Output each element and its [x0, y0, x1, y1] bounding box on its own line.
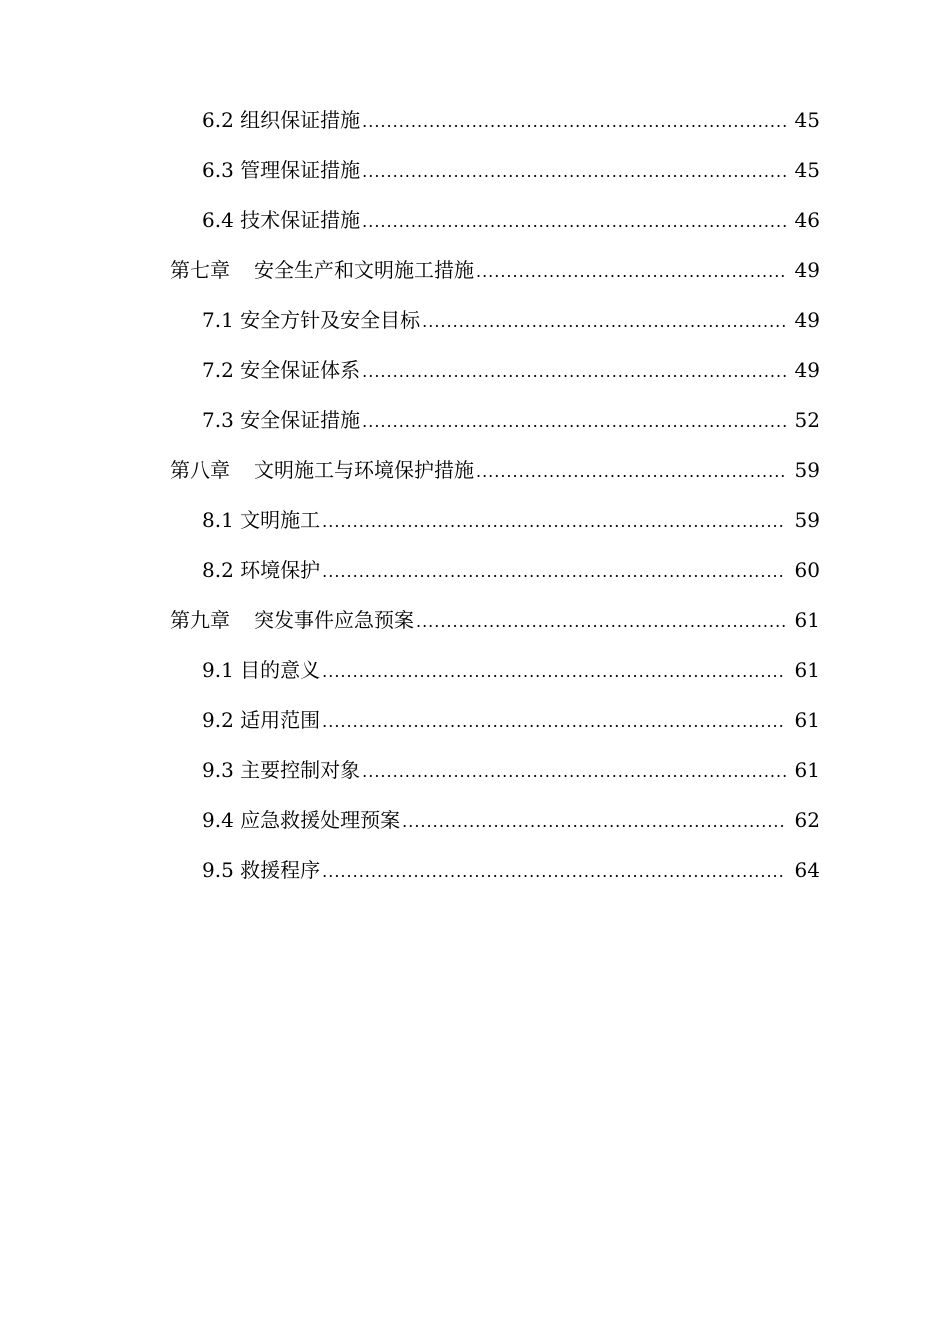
- dot-leader: [402, 797, 786, 847]
- toc-entry-page: 60: [794, 558, 820, 582]
- toc-entry-page: 45: [794, 158, 820, 182]
- toc-entry-title: [202, 345, 360, 395]
- toc-entry-text: 文明施工: [240, 508, 321, 532]
- toc-entry-text: 安全保证体系: [240, 358, 361, 382]
- toc-entry-number: 6.3: [202, 158, 234, 182]
- toc-entry-title: [202, 145, 360, 195]
- toc-entry-number: 6.4: [202, 208, 234, 232]
- toc-chapter-entry[interactable]: [0, 245, 950, 295]
- toc-entry-title: [202, 845, 320, 895]
- toc-entry-text: 应急救援处理预案: [240, 808, 401, 832]
- toc-entry[interactable]: [0, 195, 950, 245]
- toc-entry-text: 技术保证措施: [240, 208, 361, 232]
- dot-leader: [362, 397, 786, 447]
- dot-leader: [362, 197, 786, 247]
- toc-entry-number: 7.2: [202, 358, 234, 382]
- dot-leader: [322, 497, 786, 547]
- toc-entry-page: 61: [794, 658, 820, 682]
- toc-entry[interactable]: [0, 745, 950, 795]
- toc-entry-number: 9.3: [202, 758, 234, 782]
- toc-entry-number: 9.2: [202, 708, 234, 732]
- toc-entry-title: [170, 595, 414, 645]
- toc-entry[interactable]: [0, 645, 950, 695]
- dot-leader: [476, 247, 786, 297]
- toc-entry[interactable]: [0, 95, 950, 145]
- toc-chapter-entry[interactable]: [0, 595, 950, 645]
- toc-entry-page: 49: [794, 308, 820, 332]
- dot-leader: [362, 347, 786, 397]
- toc-entry[interactable]: [0, 145, 950, 195]
- toc-entry-text: 环境保护: [240, 558, 321, 582]
- toc-entry[interactable]: [0, 395, 950, 445]
- dot-leader: [322, 697, 786, 747]
- toc-entry-page: 52: [794, 408, 820, 432]
- toc-entry-text: 突发事件应急预案: [254, 608, 414, 632]
- toc-entry-title: [202, 645, 320, 695]
- toc-entry[interactable]: [0, 295, 950, 345]
- dot-leader: [322, 547, 786, 597]
- toc-entry-text: 救援程序: [240, 858, 321, 882]
- toc-entry-page: 49: [794, 258, 820, 282]
- toc-entry-text: 安全保证措施: [240, 408, 361, 432]
- dot-leader: [322, 647, 786, 697]
- toc-entry[interactable]: [0, 795, 950, 845]
- toc-entry-text: 安全生产和文明施工措施: [254, 258, 474, 282]
- toc-chapter-number: 第九章: [170, 608, 230, 632]
- toc-entry[interactable]: [0, 545, 950, 595]
- toc-entry-text: 适用范围: [240, 708, 321, 732]
- toc-entry-text: 目的意义: [240, 658, 321, 682]
- dot-leader: [416, 597, 786, 647]
- toc-entry-number: 7.3: [202, 408, 234, 432]
- dot-leader: [476, 447, 786, 497]
- dot-leader: [322, 847, 786, 897]
- dot-leader: [362, 147, 786, 197]
- toc-entry-text: 组织保证措施: [240, 108, 361, 132]
- toc-entry-title: [202, 295, 420, 345]
- toc-entry-number: 9.4: [202, 808, 234, 832]
- toc-entry-title: [202, 745, 360, 795]
- toc-entry-title: [202, 395, 360, 445]
- toc-entry-title: [170, 245, 474, 295]
- dot-leader: [422, 297, 786, 347]
- toc-entry-page: 62: [794, 808, 820, 832]
- toc-entry-number: 7.1: [202, 308, 234, 332]
- toc-entry[interactable]: [0, 845, 950, 895]
- toc-entry-page: 59: [794, 508, 820, 532]
- toc-entry-title: [170, 445, 474, 495]
- toc-entry-title: [202, 195, 360, 245]
- toc-entry[interactable]: [0, 495, 950, 545]
- toc-chapter-number: 第七章: [170, 258, 230, 282]
- toc-entry[interactable]: [0, 695, 950, 745]
- toc-entry-number: 8.1: [202, 508, 234, 532]
- toc-entry-number: 9.5: [202, 858, 234, 882]
- toc-entry-number: 9.1: [202, 658, 234, 682]
- dot-leader: [362, 747, 786, 797]
- toc-entry-number: 8.2: [202, 558, 234, 582]
- toc-entry-page: 64: [794, 858, 820, 882]
- toc-entry-page: 45: [794, 108, 820, 132]
- dot-leader: [362, 97, 786, 147]
- toc-entry-text: 主要控制对象: [240, 758, 361, 782]
- toc-chapter-entry[interactable]: [0, 445, 950, 495]
- toc-entry[interactable]: [0, 345, 950, 395]
- toc-entry-page: 46: [794, 208, 820, 232]
- toc-entry-text: 管理保证措施: [240, 158, 361, 182]
- table-of-contents: [0, 95, 950, 895]
- toc-entry-title: [202, 495, 320, 545]
- toc-entry-title: [202, 795, 400, 845]
- toc-entry-page: 61: [794, 758, 820, 782]
- toc-entry-title: [202, 695, 320, 745]
- toc-entry-page: 49: [794, 358, 820, 382]
- toc-entry-text: 文明施工与环境保护措施: [254, 458, 474, 482]
- toc-entry-page: 59: [794, 458, 820, 482]
- toc-entry-text: 安全方针及安全目标: [240, 308, 421, 332]
- toc-chapter-number: 第八章: [170, 458, 230, 482]
- toc-entry-title: [202, 545, 320, 595]
- toc-entry-number: 6.2: [202, 108, 234, 132]
- toc-entry-title: [202, 95, 360, 145]
- toc-entry-page: 61: [794, 608, 820, 632]
- toc-entry-page: 61: [794, 708, 820, 732]
